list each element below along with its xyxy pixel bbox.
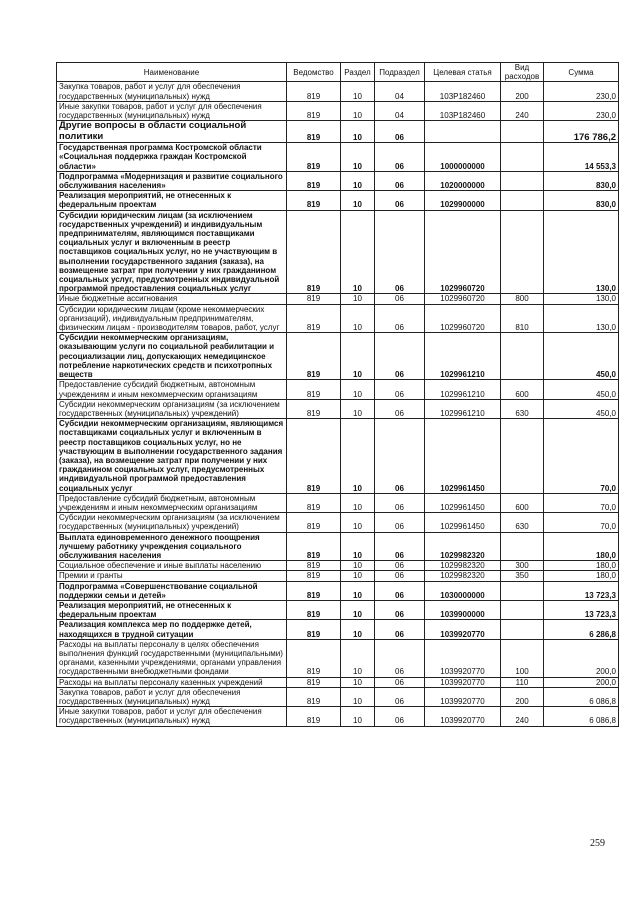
cell-dept: 819 [287, 399, 341, 418]
table-row [57, 561, 619, 571]
cell-target: 1029960720 [425, 294, 501, 304]
cell-section: 10 [341, 707, 375, 726]
cell-dept: 819 [287, 171, 341, 190]
cell-name: Предоставление субсидий бюджетным, автономным учреждениям и иным некоммерческим организациям [57, 493, 287, 512]
cell-name: Другие вопросы в области социальной политики [57, 121, 287, 143]
cell-name: Реализация комплекса мер по поддержке детей, находящихся в трудной ситуации [57, 620, 287, 639]
cell-target: 1029961450 [425, 419, 501, 494]
cell-dept: 819 [287, 143, 341, 172]
cell-name: Предоставление субсидий бюджетным, автономным учреждениям и иным некоммерческим организациям [57, 380, 287, 399]
cell-target: 1029961210 [425, 380, 501, 399]
cell-subsection: 06 [375, 419, 425, 494]
cell-amount: 6 086,8 [544, 707, 619, 726]
cell-target: 1000000000 [425, 143, 501, 172]
cell-section: 10 [341, 419, 375, 494]
cell-section: 10 [341, 561, 375, 571]
cell-subsection: 06 [375, 121, 425, 143]
cell-subsection: 06 [375, 380, 425, 399]
cell-section: 10 [341, 304, 375, 333]
cell-section: 10 [341, 399, 375, 418]
cell-dept: 819 [287, 600, 341, 619]
cell-section: 10 [341, 513, 375, 532]
table-row [57, 399, 619, 418]
cell-target: 1030000000 [425, 581, 501, 600]
table-row [57, 620, 619, 639]
cell-expense-type [501, 600, 544, 619]
cell-expense-type [501, 143, 544, 172]
cell-section: 10 [341, 639, 375, 677]
cell-dept: 819 [287, 101, 341, 120]
cell-subsection: 04 [375, 101, 425, 120]
cell-expense-type [501, 191, 544, 210]
cell-amount: 130,0 [544, 304, 619, 333]
table-row [57, 121, 619, 143]
cell-section: 10 [341, 191, 375, 210]
cell-subsection: 06 [375, 304, 425, 333]
cell-expense-type: 600 [501, 380, 544, 399]
table-row [57, 677, 619, 687]
cell-target: 1039920770 [425, 639, 501, 677]
cell-subsection: 06 [375, 677, 425, 687]
cell-amount: 180,0 [544, 561, 619, 571]
cell-subsection: 06 [375, 513, 425, 532]
header-subsection: Подраздел [375, 63, 425, 82]
cell-amount: 14 553,3 [544, 143, 619, 172]
cell-name: Подпрограмма «Модернизация и развитие социального обслуживания населения» [57, 171, 287, 190]
cell-dept: 819 [287, 513, 341, 532]
cell-target: 1039920770 [425, 620, 501, 639]
cell-amount: 13 723,3 [544, 581, 619, 600]
cell-dept: 819 [287, 687, 341, 706]
cell-section: 10 [341, 294, 375, 304]
cell-section: 10 [341, 380, 375, 399]
cell-dept: 819 [287, 191, 341, 210]
cell-subsection: 06 [375, 707, 425, 726]
cell-amount: 70,0 [544, 419, 619, 494]
cell-expense-type [501, 121, 544, 143]
cell-section: 10 [341, 581, 375, 600]
cell-name: Иные бюджетные ассигнования [57, 294, 287, 304]
cell-target: 1029961210 [425, 333, 501, 380]
cell-amount: 200,0 [544, 677, 619, 687]
cell-section: 10 [341, 600, 375, 619]
cell-target: 1029961210 [425, 399, 501, 418]
header-target: Целевая статья [425, 63, 501, 82]
cell-dept: 819 [287, 304, 341, 333]
cell-name: Субсидии некоммерческим организациям, являющимся поставщиками социальных услуг и включенным в реестр поставщиков социальных услуг, но не участвующим в выполнении государственного задания (заказа), на возмещение затрат при получении у них гражданином социальных услуг, предусмотренных индивидуальной программой предоставления социальных услуг [57, 419, 287, 494]
cell-expense-type: 300 [501, 561, 544, 571]
cell-name: Субсидии юридическим лицам (за исключением государственных учреждений) и индивидуальным предпринимателям, являющимся поставщиками социальных услуг и включенным в реестр поставщиков социальных услуг, но не участвующим в выполнении государственного задания (заказа), на возмещение затрат при получении у них гражданином социальных услуг, предусмотренных индивидуальной программой предоставления социальных услуг [57, 210, 287, 294]
table-row [57, 333, 619, 380]
table-row [57, 707, 619, 726]
cell-dept: 819 [287, 581, 341, 600]
cell-dept: 819 [287, 333, 341, 380]
cell-section: 10 [341, 143, 375, 172]
budget-table [56, 62, 619, 727]
cell-target: 103Р182460 [425, 101, 501, 120]
table-row [57, 493, 619, 512]
cell-dept: 819 [287, 571, 341, 581]
cell-dept: 819 [287, 639, 341, 677]
cell-target: 1029982320 [425, 561, 501, 571]
cell-target: 1029961450 [425, 493, 501, 512]
table-row [57, 143, 619, 172]
cell-amount: 230,0 [544, 82, 619, 101]
cell-amount: 130,0 [544, 294, 619, 304]
cell-amount: 200,0 [544, 639, 619, 677]
cell-dept: 819 [287, 210, 341, 294]
cell-subsection: 06 [375, 493, 425, 512]
cell-expense-type: 240 [501, 101, 544, 120]
cell-expense-type: 630 [501, 399, 544, 418]
table-row [57, 101, 619, 120]
cell-expense-type: 810 [501, 304, 544, 333]
cell-name: Расходы на выплаты персоналу казенных учреждений [57, 677, 287, 687]
table-row [57, 82, 619, 101]
cell-section: 10 [341, 687, 375, 706]
cell-section: 10 [341, 532, 375, 561]
cell-amount: 830,0 [544, 191, 619, 210]
cell-name: Выплата единовременного денежного поощрения лучшему работнику учреждения социального обслуживания населения [57, 532, 287, 561]
cell-expense-type [501, 581, 544, 600]
cell-dept: 819 [287, 561, 341, 571]
cell-name: Закупка товаров, работ и услуг для обеспечения государственных (муниципальных) нужд [57, 687, 287, 706]
cell-target: 1029900000 [425, 191, 501, 210]
cell-amount: 70,0 [544, 493, 619, 512]
cell-section: 10 [341, 82, 375, 101]
cell-section: 10 [341, 171, 375, 190]
cell-dept: 819 [287, 677, 341, 687]
header-amount: Сумма [544, 63, 619, 82]
page-number: 259 [590, 838, 605, 849]
cell-dept: 819 [287, 380, 341, 399]
cell-section: 10 [341, 333, 375, 380]
cell-dept: 819 [287, 419, 341, 494]
cell-target: 1039920770 [425, 687, 501, 706]
cell-subsection: 06 [375, 171, 425, 190]
cell-name: Субсидии некоммерческим организациям (за исключением государственных (муниципальных) учреждений) [57, 399, 287, 418]
table-body [57, 82, 619, 726]
cell-name: Премии и гранты [57, 571, 287, 581]
cell-section: 10 [341, 677, 375, 687]
cell-dept: 819 [287, 294, 341, 304]
cell-name: Субсидии некоммерческим организациям (за исключением государственных (муниципальных) учреждений) [57, 513, 287, 532]
cell-section: 10 [341, 101, 375, 120]
header-expense-type: Вид расходов [501, 63, 544, 82]
cell-name: Социальное обеспечение и иные выплаты населению [57, 561, 287, 571]
cell-expense-type: 350 [501, 571, 544, 581]
cell-subsection: 06 [375, 294, 425, 304]
cell-expense-type [501, 171, 544, 190]
cell-target: 1029982320 [425, 571, 501, 581]
cell-expense-type [501, 419, 544, 494]
cell-amount: 6 286,8 [544, 620, 619, 639]
cell-subsection: 06 [375, 333, 425, 380]
cell-amount: 450,0 [544, 333, 619, 380]
table-row [57, 600, 619, 619]
cell-amount: 130,0 [544, 210, 619, 294]
cell-subsection: 06 [375, 620, 425, 639]
cell-section: 10 [341, 121, 375, 143]
cell-expense-type: 200 [501, 82, 544, 101]
cell-name: Иные закупки товаров, работ и услуг для обеспечения государственных (муниципальных) нужд [57, 101, 287, 120]
cell-target: 1039900000 [425, 600, 501, 619]
cell-amount: 180,0 [544, 571, 619, 581]
table-row [57, 639, 619, 677]
cell-amount: 180,0 [544, 532, 619, 561]
cell-target: 1029960720 [425, 210, 501, 294]
table-row [57, 210, 619, 294]
cell-expense-type [501, 620, 544, 639]
cell-name: Подпрограмма «Совершенствование социальной поддержки семьи и детей» [57, 581, 287, 600]
cell-target: 1029960720 [425, 304, 501, 333]
cell-subsection: 06 [375, 581, 425, 600]
cell-subsection: 06 [375, 191, 425, 210]
cell-name: Субсидии некоммерческим организациям, оказывающим услуги по социальной реабилитации и ресоциализации лиц, допускающих немедицинское потребление наркотических средств и психотропных веществ [57, 333, 287, 380]
header-name: Наименование [57, 63, 287, 82]
header-section: Раздел [341, 63, 375, 82]
cell-target: 1020000000 [425, 171, 501, 190]
table-row [57, 191, 619, 210]
cell-subsection: 04 [375, 82, 425, 101]
cell-subsection: 06 [375, 600, 425, 619]
cell-target: 1029982320 [425, 532, 501, 561]
cell-expense-type [501, 532, 544, 561]
cell-name: Реализация мероприятий, не отнесенных к федеральным проектам [57, 191, 287, 210]
cell-amount: 176 786,2 [544, 121, 619, 143]
cell-section: 10 [341, 210, 375, 294]
cell-expense-type: 100 [501, 639, 544, 677]
cell-amount: 450,0 [544, 399, 619, 418]
cell-expense-type: 600 [501, 493, 544, 512]
cell-name: Субсидии юридическим лицам (кроме некоммерческих организаций), индивидуальным предпринимателям, физическим лицам - производителям товаров, работ, услуг [57, 304, 287, 333]
cell-target: 103Р182460 [425, 82, 501, 101]
header-dept: Ведомство [287, 63, 341, 82]
cell-amount: 450,0 [544, 380, 619, 399]
cell-name: Реализация мероприятий, не отнесенных к федеральным проектам [57, 600, 287, 619]
cell-amount: 6 086,8 [544, 687, 619, 706]
cell-expense-type: 630 [501, 513, 544, 532]
table-row [57, 571, 619, 581]
cell-target: 1029961450 [425, 513, 501, 532]
table-row [57, 294, 619, 304]
cell-subsection: 06 [375, 143, 425, 172]
table-row [57, 171, 619, 190]
table-row [57, 513, 619, 532]
cell-dept: 819 [287, 82, 341, 101]
cell-amount: 830,0 [544, 171, 619, 190]
cell-subsection: 06 [375, 561, 425, 571]
cell-name: Иные закупки товаров, работ и услуг для обеспечения государственных (муниципальных) нужд [57, 707, 287, 726]
cell-target: 1039920770 [425, 707, 501, 726]
cell-target [425, 121, 501, 143]
table-row [57, 304, 619, 333]
cell-dept: 819 [287, 121, 341, 143]
cell-amount: 13 723,3 [544, 600, 619, 619]
cell-section: 10 [341, 571, 375, 581]
cell-name: Расходы на выплаты персоналу в целях обеспечения выполнения функций государственными (муниципальными) органами, казенными учреждениями, органами управления государственными внебюджетными фондами [57, 639, 287, 677]
cell-expense-type: 110 [501, 677, 544, 687]
table-row [57, 581, 619, 600]
cell-amount: 70,0 [544, 513, 619, 532]
cell-target: 1039920770 [425, 677, 501, 687]
cell-section: 10 [341, 620, 375, 639]
cell-expense-type [501, 210, 544, 294]
table-row [57, 380, 619, 399]
cell-subsection: 06 [375, 532, 425, 561]
cell-name: Закупка товаров, работ и услуг для обеспечения государственных (муниципальных) нужд [57, 82, 287, 101]
cell-dept: 819 [287, 532, 341, 561]
cell-expense-type: 800 [501, 294, 544, 304]
cell-dept: 819 [287, 493, 341, 512]
cell-amount: 230,0 [544, 101, 619, 120]
cell-expense-type [501, 333, 544, 380]
table-row [57, 419, 619, 494]
cell-dept: 819 [287, 707, 341, 726]
cell-subsection: 06 [375, 571, 425, 581]
cell-expense-type: 200 [501, 687, 544, 706]
table-header [57, 63, 619, 82]
cell-subsection: 06 [375, 399, 425, 418]
cell-subsection: 06 [375, 687, 425, 706]
cell-dept: 819 [287, 620, 341, 639]
cell-name: Государственная программа Костромской области «Социальная поддержка граждан Костромской области» [57, 143, 287, 172]
cell-section: 10 [341, 493, 375, 512]
cell-subsection: 06 [375, 210, 425, 294]
cell-subsection: 06 [375, 639, 425, 677]
table-row [57, 687, 619, 706]
table-row [57, 532, 619, 561]
cell-expense-type: 240 [501, 707, 544, 726]
